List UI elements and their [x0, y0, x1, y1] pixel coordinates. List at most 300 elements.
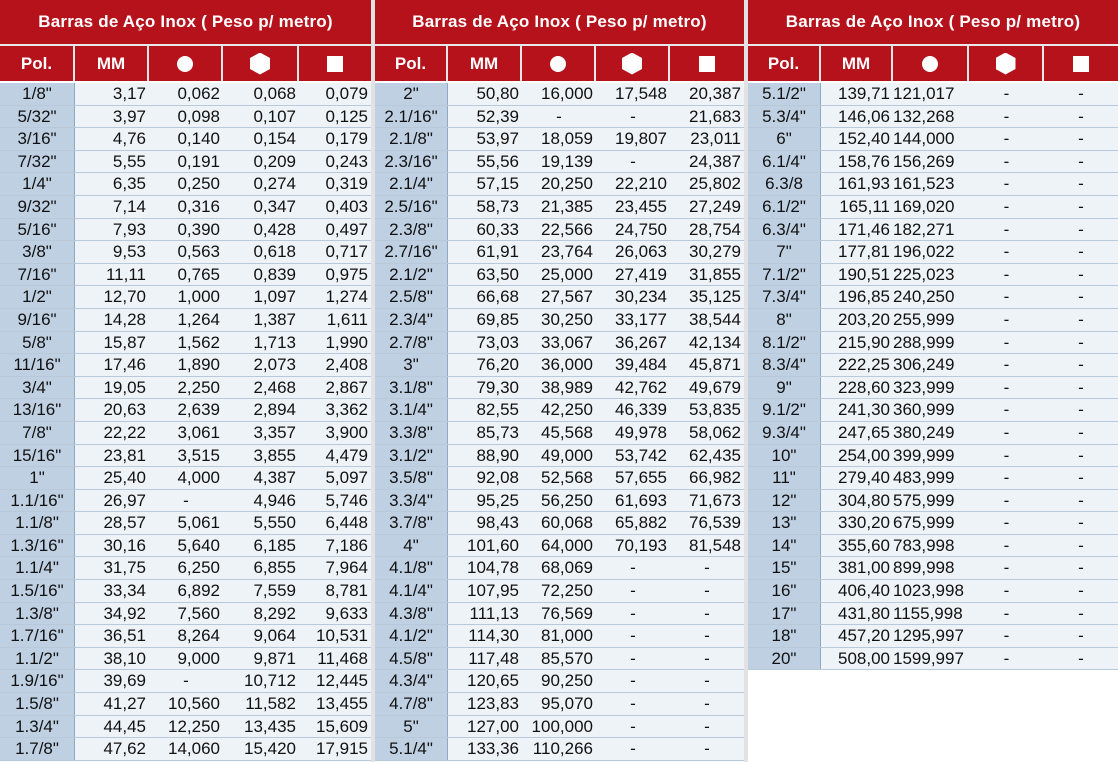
- table-row: [748, 219, 1118, 242]
- cell-hexagonal: -: [1003, 287, 1010, 307]
- table-row: [375, 625, 744, 648]
- cell-hexagonal: -: [1003, 106, 1010, 126]
- cell-mm: 36,51: [103, 626, 146, 646]
- cell-mm: 171,46: [838, 219, 890, 239]
- cell-pol: 2.5/8": [375, 286, 448, 308]
- table-row: [375, 241, 744, 264]
- table-row: [375, 219, 744, 242]
- cell-square: -: [1078, 309, 1084, 329]
- cell-hexagonal: 0,209: [253, 151, 296, 171]
- table-row: [748, 264, 1118, 287]
- cell-hexagonal: 4,387: [253, 468, 296, 488]
- table-row: [375, 399, 744, 422]
- cell-round: 4,000: [177, 468, 220, 488]
- cell-mm: 152,40: [838, 129, 890, 149]
- cell-hexagonal: 4,946: [253, 490, 296, 510]
- cell-mm: 101,60: [467, 535, 519, 555]
- cell-hexagonal: 22,210: [615, 174, 667, 194]
- cell-square: -: [1078, 377, 1084, 397]
- cell-hexagonal: -: [1003, 535, 1010, 555]
- cell-square: 53,835: [689, 400, 741, 420]
- cell-round: 1599,997: [893, 648, 964, 668]
- cell-hexagonal: 39,484: [615, 355, 667, 375]
- table-row: [375, 83, 744, 106]
- cell-mm: 50,80: [476, 84, 519, 103]
- table-row: [0, 716, 371, 739]
- cell-square: -: [704, 558, 710, 578]
- table-row: [748, 445, 1118, 468]
- cell-pol: 1.1/8": [0, 512, 75, 534]
- cell-hexagonal: -: [1003, 603, 1010, 623]
- cell-hexagonal: 70,193: [615, 535, 667, 555]
- cell-mm: 139,71: [838, 84, 890, 103]
- cell-square: 13,455: [316, 694, 368, 714]
- cell-mm: 104,78: [467, 558, 519, 578]
- table-row: [0, 219, 371, 242]
- cell-mm: 196,85: [838, 287, 890, 307]
- cell-round: 1,890: [177, 355, 220, 375]
- cell-round: 0,765: [177, 264, 220, 284]
- cell-pol: 7": [748, 241, 821, 263]
- cell-round: 1295,997: [893, 626, 964, 646]
- cell-square: -: [704, 694, 710, 714]
- cell-hexagonal: 53,742: [615, 445, 667, 465]
- cell-round: 323,999: [893, 377, 955, 397]
- cell-pol: 5.3/4": [748, 106, 821, 128]
- square-icon: [327, 56, 343, 72]
- cell-round: 42,250: [541, 400, 593, 420]
- cell-round: 22,566: [541, 219, 593, 239]
- table-row: [748, 332, 1118, 355]
- cell-round: 306,249: [893, 355, 955, 375]
- header-mm: MM: [75, 46, 149, 81]
- cell-square: -: [1078, 264, 1084, 284]
- cell-mm: 79,30: [476, 377, 519, 397]
- cell-mm: 222,25: [838, 355, 890, 375]
- cell-mm: 381,00: [838, 558, 890, 578]
- cell-round: 483,999: [893, 468, 955, 488]
- cell-round: 144,000: [893, 129, 955, 149]
- cell-hexagonal: -: [1003, 151, 1010, 171]
- cell-mm: 66,68: [476, 287, 519, 307]
- cell-hexagonal: 5,550: [253, 513, 296, 533]
- cell-pol: 5/8": [0, 332, 75, 354]
- table-row: [375, 490, 744, 513]
- cell-hexagonal: 9,064: [253, 626, 296, 646]
- cell-hexagonal: 7,559: [253, 581, 296, 601]
- cell-pol: 1.3/4": [0, 716, 75, 738]
- cell-pol: 4": [375, 535, 448, 557]
- cell-pol: 1.9/16": [0, 670, 75, 692]
- panel-title: Barras de Aço Inox ( Peso p/ metro): [375, 0, 744, 46]
- cell-pol: 4.3/4": [375, 670, 448, 692]
- cell-pol: 4.7/8": [375, 693, 448, 715]
- table-row: [0, 535, 371, 558]
- table-row: [375, 377, 744, 400]
- cell-mm: 254,00: [838, 445, 890, 465]
- cell-pol: 9.3/4": [748, 422, 821, 444]
- table-row: [375, 557, 744, 580]
- cell-mm: 33,34: [103, 581, 146, 601]
- cell-hexagonal: 3,357: [253, 422, 296, 442]
- cell-pol: 2.1/16": [375, 106, 448, 128]
- cell-square: 23,011: [690, 129, 741, 149]
- table-row: [375, 670, 744, 693]
- cell-round: 575,999: [893, 490, 955, 510]
- cell-square: 6,448: [325, 513, 368, 533]
- cell-mm: 34,92: [103, 603, 146, 623]
- cell-round: 6,250: [177, 558, 220, 578]
- cell-hexagonal: -: [630, 671, 636, 691]
- cell-pol: 8.1/2": [748, 332, 821, 354]
- cell-mm: 228,60: [838, 377, 890, 397]
- cell-round: 240,250: [893, 287, 955, 307]
- header-pol: Pol.: [375, 46, 448, 81]
- cell-round: 68,069: [541, 558, 593, 578]
- cell-hexagonal: 65,882: [615, 513, 667, 533]
- table-row: [748, 377, 1118, 400]
- cell-mm: 7,93: [112, 219, 146, 239]
- cell-round: 121,017: [893, 84, 955, 103]
- cell-round: 0,563: [177, 242, 220, 262]
- cell-square: 10,531: [316, 626, 368, 646]
- cell-pol: 4.1/8": [375, 557, 448, 579]
- header-hexagon: [596, 46, 670, 81]
- cell-round: 20,250: [541, 174, 593, 194]
- cell-square: 28,754: [689, 219, 741, 239]
- cell-hexagonal: 9,871: [253, 648, 296, 668]
- cell-pol: 3.7/8": [375, 512, 448, 534]
- cell-round: 225,023: [893, 264, 955, 284]
- cell-round: 255,999: [893, 309, 955, 329]
- cell-square: -: [704, 671, 710, 691]
- table-row: [0, 490, 371, 513]
- table-row: [375, 467, 744, 490]
- cell-pol: 2.1/8": [375, 128, 448, 150]
- table-row: [375, 196, 744, 219]
- cell-mm: 73,03: [476, 332, 519, 352]
- cell-pol: 8.3/4": [748, 354, 821, 376]
- column-headers: [0, 46, 371, 83]
- table-row: [0, 693, 371, 716]
- cell-square: -: [704, 648, 710, 668]
- table-row: [748, 648, 1118, 671]
- cell-mm: 111,13: [469, 603, 519, 623]
- cell-round: 56,250: [541, 490, 593, 510]
- cell-pol: 3/16": [0, 128, 75, 150]
- cell-round: 0,316: [177, 196, 220, 216]
- table-row: [375, 422, 744, 445]
- cell-pol: 1.5/8": [0, 693, 75, 715]
- table-row: [748, 309, 1118, 332]
- cell-pol: 4.3/8": [375, 603, 448, 625]
- cell-mm: 69,85: [476, 309, 519, 329]
- cell-square: -: [1078, 84, 1084, 103]
- table-row: [748, 580, 1118, 603]
- cell-hexagonal: -: [1003, 219, 1010, 239]
- cell-pol: 17": [748, 603, 821, 625]
- cell-round: 64,000: [541, 535, 593, 555]
- cell-square: -: [1078, 174, 1084, 194]
- panel-title: Barras de Aço Inox ( Peso p/ metro): [0, 0, 371, 46]
- table-row: [0, 83, 371, 106]
- cell-hexagonal: -: [1003, 84, 1010, 103]
- header-pol: Pol.: [748, 46, 821, 81]
- cell-hexagonal: 0,839: [253, 264, 296, 284]
- cell-square: 3,362: [325, 400, 368, 420]
- cell-square: 4,479: [325, 445, 368, 465]
- cell-mm: 53,97: [476, 129, 519, 149]
- cell-pol: 6.1/4": [748, 151, 821, 173]
- cell-pol: 2": [375, 83, 448, 105]
- cell-round: 783,998: [893, 535, 955, 555]
- cell-hexagonal: -: [1003, 513, 1010, 533]
- cell-hexagonal: -: [630, 581, 636, 601]
- cell-mm: 146,06: [838, 106, 890, 126]
- cell-hexagonal: 1,387: [253, 309, 296, 329]
- cell-square: 8,781: [325, 581, 368, 601]
- cell-mm: 57,15: [476, 174, 519, 194]
- cell-hexagonal: 49,978: [615, 422, 667, 442]
- cell-pol: 2.3/4": [375, 309, 448, 331]
- cell-mm: 406,40: [838, 581, 890, 601]
- cell-square: -: [1078, 648, 1084, 668]
- cell-round: 16,000: [541, 84, 593, 103]
- cell-square: 15,609: [316, 716, 368, 736]
- cell-hexagonal: 3,855: [253, 445, 296, 465]
- cell-pol: 2.3/16": [375, 151, 448, 173]
- cell-round: 288,999: [893, 332, 955, 352]
- header-circle: [522, 46, 596, 81]
- hexagon-icon: [250, 53, 270, 75]
- cell-round: 25,000: [541, 264, 593, 284]
- cell-pol: 3.1/2": [375, 445, 448, 467]
- cell-round: 76,569: [541, 603, 593, 623]
- cell-round: 0,098: [177, 106, 220, 126]
- cell-mm: 107,95: [467, 581, 519, 601]
- cell-pol: 3.3/8": [375, 422, 448, 444]
- cell-round: -: [183, 490, 189, 510]
- cell-hexagonal: 2,468: [253, 377, 296, 397]
- cell-square: -: [1078, 196, 1084, 216]
- cell-mm: 38,10: [103, 648, 146, 668]
- cell-pol: 6.1/2": [748, 196, 821, 218]
- table-panel-1: [0, 0, 371, 761]
- cell-mm: 58,73: [476, 196, 519, 216]
- table-panel-2: [375, 0, 744, 761]
- cell-pol: 4.1/4": [375, 580, 448, 602]
- cell-square: -: [1078, 106, 1084, 126]
- table-row: [0, 128, 371, 151]
- cell-hexagonal: -: [630, 648, 636, 668]
- cell-hexagonal: -: [1003, 264, 1010, 284]
- cell-square: 49,679: [689, 377, 741, 397]
- cell-hexagonal: 33,177: [615, 309, 667, 329]
- table-row: [748, 490, 1118, 513]
- cell-hexagonal: -: [630, 151, 636, 171]
- cell-round: 0,390: [177, 219, 220, 239]
- cell-pol: 20": [748, 648, 821, 670]
- cell-square: 0,243: [325, 151, 368, 171]
- cell-mm: 76,20: [476, 355, 519, 375]
- cell-hexagonal: -: [1003, 626, 1010, 646]
- cell-hexagonal: 0,107: [253, 106, 296, 126]
- table-panel-3: [748, 0, 1118, 670]
- table-row: [375, 512, 744, 535]
- cell-mm: 330,20: [838, 513, 890, 533]
- cell-round: 12,250: [168, 716, 220, 736]
- cell-round: 10,560: [168, 694, 220, 714]
- table-row: [0, 196, 371, 219]
- cell-pol: 11/16": [0, 354, 75, 376]
- table-row: [375, 716, 744, 739]
- cell-mm: 28,57: [103, 513, 146, 533]
- cell-mm: 4,76: [112, 129, 146, 149]
- cell-pol: 1/4": [0, 173, 75, 195]
- cell-pol: 16": [748, 580, 821, 602]
- cell-hexagonal: 2,073: [253, 355, 296, 375]
- cell-pol: 1.1/2": [0, 648, 75, 670]
- cell-pol: 18": [748, 625, 821, 647]
- table-row: [375, 332, 744, 355]
- cell-hexagonal: 26,063: [615, 242, 667, 262]
- cell-square: 71,673: [689, 490, 741, 510]
- cell-square: -: [704, 716, 710, 736]
- cell-mm: 95,25: [476, 490, 519, 510]
- cell-square: -: [1078, 219, 1084, 239]
- cell-square: -: [1078, 422, 1084, 442]
- table-row: [375, 535, 744, 558]
- table-row: [748, 603, 1118, 626]
- table-row: [748, 241, 1118, 264]
- table-row: [0, 445, 371, 468]
- cell-mm: 9,53: [112, 242, 146, 262]
- cell-round: 85,570: [541, 648, 593, 668]
- cell-pol: 13": [748, 512, 821, 534]
- cell-mm: 6,35: [112, 174, 146, 194]
- cell-mm: 279,40: [838, 468, 890, 488]
- cell-square: 12,445: [316, 671, 368, 691]
- cell-hexagonal: 17,548: [615, 84, 667, 103]
- cell-mm: 88,90: [476, 445, 519, 465]
- cell-round: 0,062: [177, 84, 220, 103]
- table-row: [0, 264, 371, 287]
- cell-pol: 6.3/8: [748, 173, 821, 195]
- cell-mm: 60,33: [476, 219, 519, 239]
- table-row: [375, 693, 744, 716]
- cell-mm: 165,11: [839, 196, 890, 216]
- cell-mm: 61,91: [476, 242, 519, 262]
- cell-pol: 1.7/16": [0, 625, 75, 647]
- table-row: [0, 557, 371, 580]
- cell-pol: 6.3/4": [748, 219, 821, 241]
- cell-pol: 2.7/16": [375, 241, 448, 263]
- table-row: [748, 422, 1118, 445]
- cell-mm: 31,75: [103, 558, 146, 578]
- cell-round: 675,999: [893, 513, 955, 533]
- cell-hexagonal: -: [630, 739, 636, 759]
- cell-pol: 5.1/2": [748, 83, 821, 105]
- cell-square: 0,319: [325, 174, 368, 194]
- cell-mm: 3,17: [112, 84, 146, 103]
- cell-mm: 114,30: [468, 626, 519, 646]
- header-hexagon: [223, 46, 299, 81]
- cell-hexagonal: 1,097: [253, 287, 296, 307]
- cell-pol: 1.7/8": [0, 738, 75, 760]
- cell-round: 23,764: [541, 242, 593, 262]
- table-row: [0, 738, 371, 761]
- cell-square: -: [1078, 558, 1084, 578]
- cell-square: 1,990: [325, 332, 368, 352]
- cell-round: 0,250: [177, 174, 220, 194]
- table-row: [748, 151, 1118, 174]
- cell-square: 38,544: [689, 309, 741, 329]
- cell-round: 360,999: [893, 400, 955, 420]
- cell-hexagonal: 0,154: [253, 129, 296, 149]
- cell-square: 31,855: [689, 264, 741, 284]
- cell-hexagonal: 0,274: [253, 174, 296, 194]
- table-row: [0, 467, 371, 490]
- table-row: [0, 286, 371, 309]
- cell-pol: 12": [748, 490, 821, 512]
- table-row: [0, 106, 371, 129]
- cell-hexagonal: -: [1003, 581, 1010, 601]
- cell-square: -: [1078, 151, 1084, 171]
- cell-pol: 5/32": [0, 106, 75, 128]
- cell-pol: 1/8": [0, 83, 75, 105]
- cell-round: 132,268: [893, 106, 955, 126]
- cell-mm: 190,51: [838, 264, 890, 284]
- cell-square: 27,249: [689, 196, 741, 216]
- cell-round: 18,059: [541, 129, 593, 149]
- cell-round: 19,139: [541, 151, 593, 171]
- cell-hexagonal: 36,267: [615, 332, 667, 352]
- cell-hexagonal: 46,339: [615, 400, 667, 420]
- table-body: [375, 83, 744, 761]
- table-row: [375, 603, 744, 626]
- cell-round: 33,067: [541, 332, 593, 352]
- cell-round: -: [556, 106, 562, 126]
- table-row: [0, 625, 371, 648]
- table-row: [0, 151, 371, 174]
- cell-square: 0,179: [325, 129, 368, 149]
- cell-square: 62,435: [689, 445, 741, 465]
- circle-icon: [550, 56, 566, 72]
- table-row: [748, 535, 1118, 558]
- header-mm: MM: [448, 46, 522, 81]
- cell-round: 161,523: [893, 174, 955, 194]
- cell-mm: 63,50: [476, 264, 519, 284]
- cell-square: 0,125: [325, 106, 368, 126]
- cell-pol: 7/16": [0, 264, 75, 286]
- table-row: [748, 354, 1118, 377]
- cell-square: 42,134: [689, 332, 741, 352]
- cell-pol: 4.1/2": [375, 625, 448, 647]
- cell-square: 0,717: [325, 242, 368, 262]
- cell-hexagonal: 24,750: [615, 219, 667, 239]
- cell-square: 0,403: [325, 196, 368, 216]
- cell-mm: 120,65: [467, 671, 519, 691]
- table-row: [375, 445, 744, 468]
- cell-pol: 3/8": [0, 241, 75, 263]
- cell-mm: 15,87: [103, 332, 146, 352]
- cell-hexagonal: 0,347: [253, 196, 296, 216]
- cell-round: 21,385: [541, 196, 593, 216]
- cell-pol: 2.3/8": [375, 219, 448, 241]
- table-row: [375, 173, 744, 196]
- cell-mm: 7,14: [112, 196, 146, 216]
- table-row: [748, 625, 1118, 648]
